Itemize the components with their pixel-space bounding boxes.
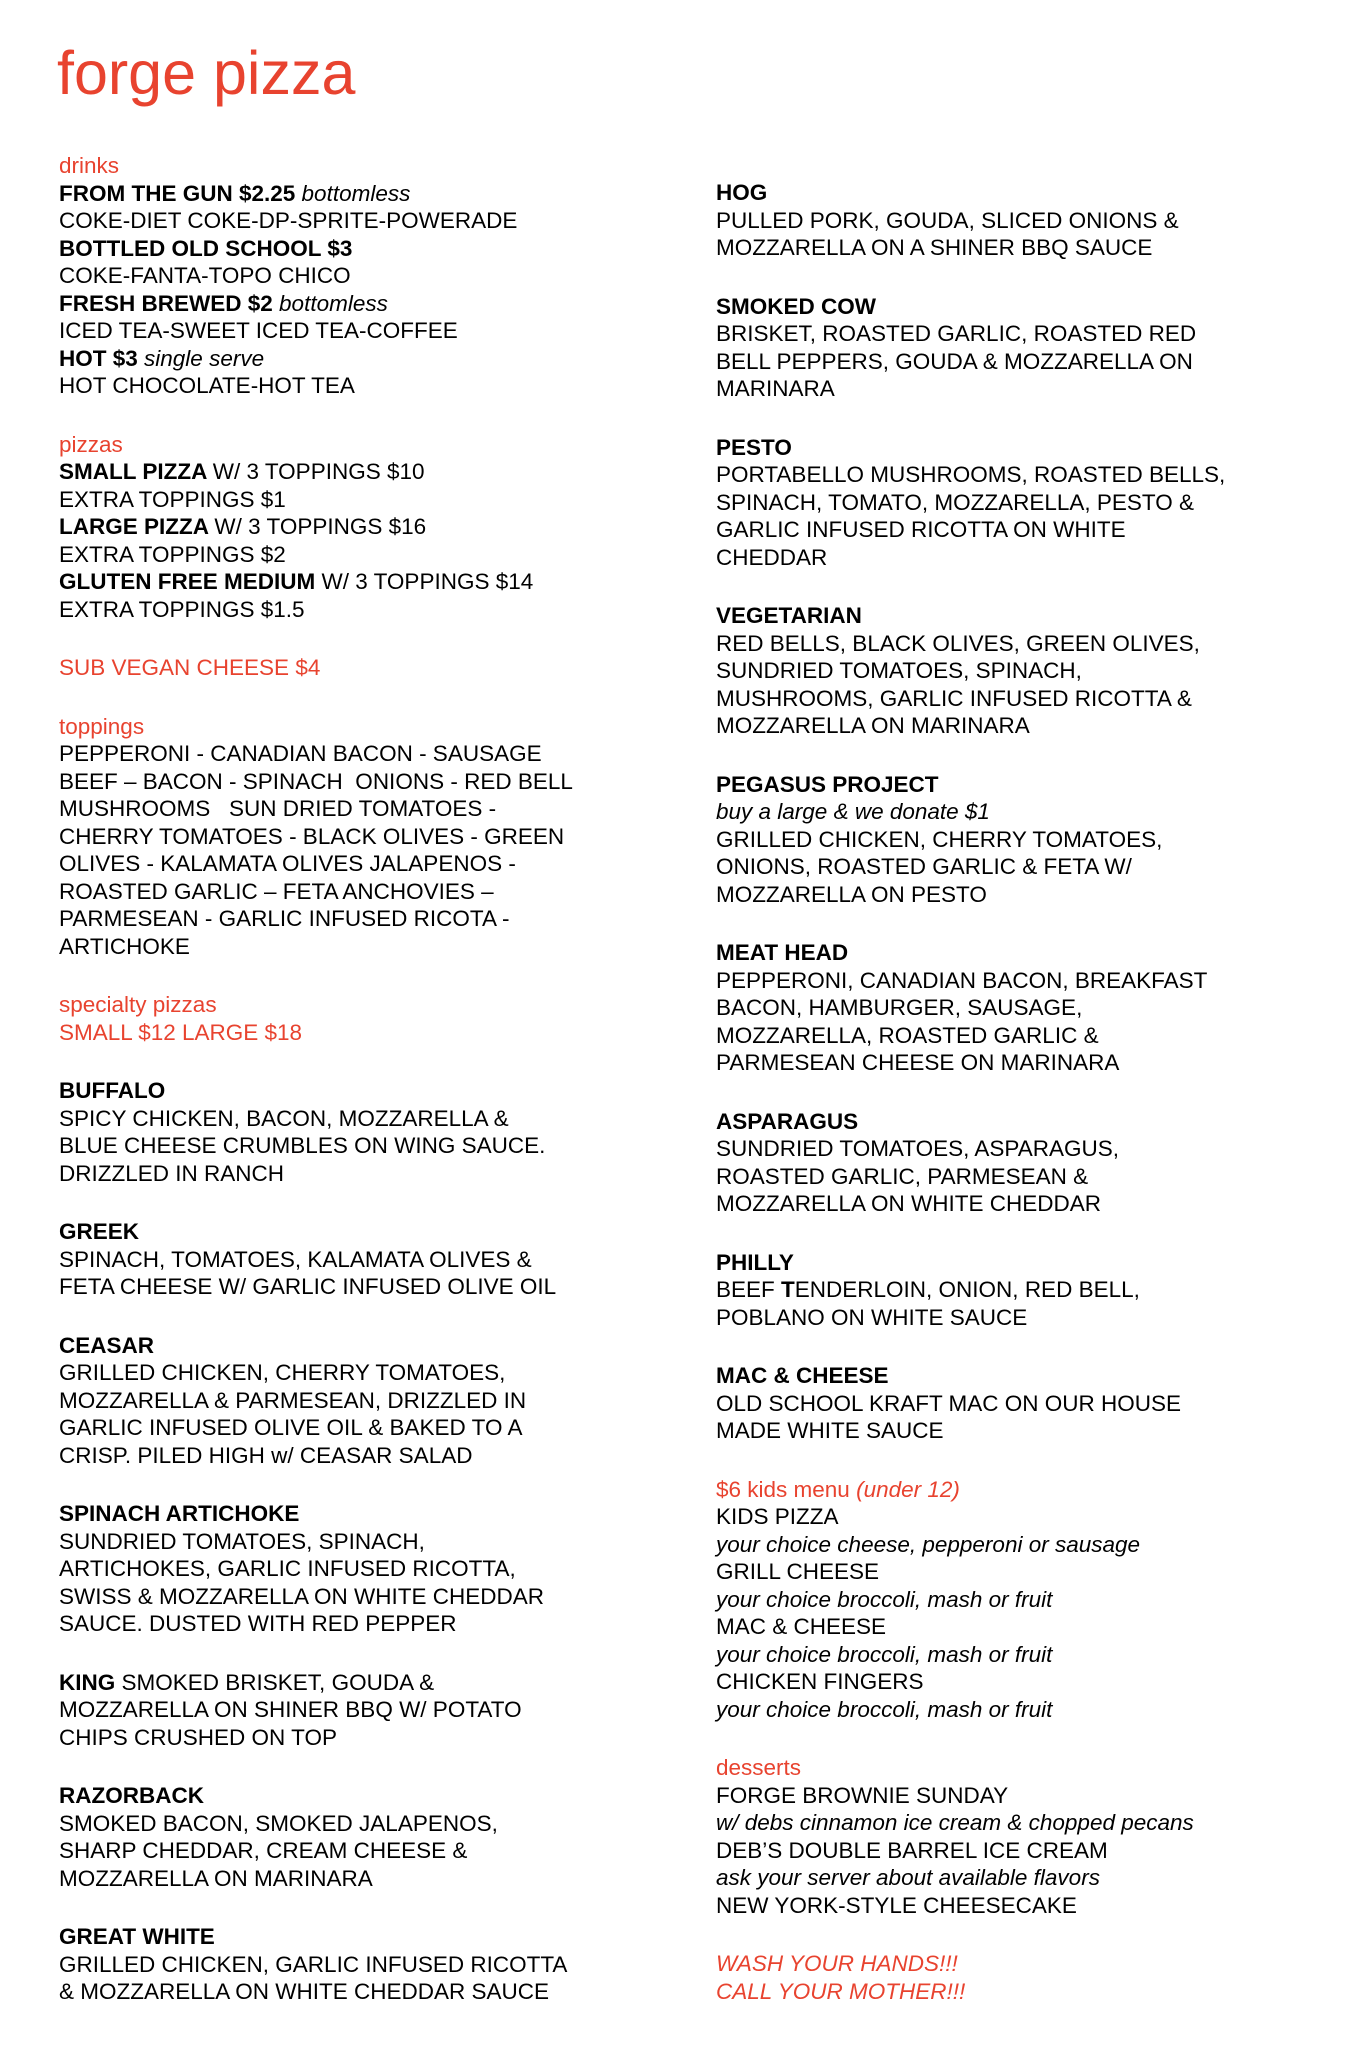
menu-line [716, 1837, 1326, 1865]
text-segment: SUNDRIED TOMATOES, SPINACH, [59, 1528, 425, 1554]
text-segment: PARMESEAN - GARLIC INFUSED RICOTA - [59, 906, 510, 931]
text-segment: CHICKEN FINGERS [716, 1669, 924, 1694]
text-segment: bottomless [279, 290, 388, 316]
text-segment: PHILLY [716, 1249, 794, 1275]
menu-line [716, 1476, 1326, 1504]
text-segment: MEAT HEAD [716, 940, 849, 965]
text-segment: GARLIC INFUSED RICOTTA ON WHITE [716, 517, 1126, 542]
menu-line [716, 1249, 1326, 1277]
menu-section-hog [716, 179, 1326, 262]
menu-line [59, 1160, 689, 1188]
menu-line [716, 1022, 1326, 1050]
text-segment: MAC & CHEESE [716, 1614, 887, 1639]
menu-line [716, 1586, 1326, 1614]
text-segment: desserts [716, 1755, 802, 1780]
menu-section-razorback [59, 1782, 689, 1892]
text-segment: FETA CHEESE W/ GARLIC INFUSED OLIVE OIL [59, 1274, 557, 1299]
menu-line [716, 1390, 1326, 1418]
menu-line [59, 713, 689, 741]
text-segment: specialty pizzas [59, 992, 217, 1017]
text-segment: bottomless [301, 180, 411, 206]
menu-line [716, 1362, 1326, 1390]
text-segment: EXTRA TOPPINGS $2 [59, 541, 286, 567]
menu-line [716, 1809, 1326, 1837]
text-segment: MAC & CHEESE [716, 1363, 889, 1388]
menu-line [59, 878, 689, 906]
menu-section-buffalo [59, 1077, 689, 1187]
menu-line [59, 1555, 689, 1583]
menu-line [716, 516, 1326, 544]
text-segment: PARMESEAN CHEESE ON MARINARA [716, 1050, 1120, 1075]
text-segment: GARLIC INFUSED OLIVE OIL & BAKED TO A [59, 1415, 523, 1440]
text-segment: SPICY CHICKEN, BACON, MOZZARELLA & [59, 1105, 509, 1131]
text-segment: BLUE CHEESE CRUMBLES ON WING SAUCE. [59, 1133, 546, 1158]
text-segment: CHEDDAR [716, 544, 828, 570]
menu-line [59, 1359, 689, 1387]
menu-line [59, 1923, 689, 1951]
menu-line [59, 152, 689, 180]
menu-line [59, 1610, 689, 1638]
menu-line [59, 1105, 689, 1133]
menu-line [59, 372, 689, 400]
menu-line [716, 771, 1326, 799]
text-segment: SMOKED COW [716, 293, 876, 319]
menu-line [716, 1641, 1326, 1669]
menu-line [716, 1108, 1326, 1136]
text-segment: BEEF – BACON - SPINACH ONIONS - RED BELL [59, 768, 573, 794]
menu-section-pegasus-project [716, 771, 1326, 909]
text-segment: single serve [144, 345, 265, 371]
text-segment: PORTABELLO MUSHROOMS, ROASTED BELLS, [716, 462, 1226, 487]
menu-section-drinks [59, 152, 689, 400]
text-segment: BACON, HAMBURGER, SAUSAGE, [716, 995, 1083, 1020]
menu-line [716, 685, 1326, 713]
menu-line [716, 1135, 1326, 1163]
menu-section-mac-and-cheese [716, 1362, 1326, 1445]
menu-line [59, 1865, 689, 1893]
menu-line [716, 826, 1326, 854]
menu-line [716, 1613, 1326, 1641]
text-segment: GLUTEN FREE MEDIUM [59, 569, 322, 594]
text-segment: DRIZZLED IN RANCH [59, 1160, 285, 1186]
menu-line [59, 1387, 689, 1415]
menu-line [59, 654, 689, 682]
text-segment: PEGASUS PROJECT [716, 771, 939, 797]
text-segment: W/ 3 TOPPINGS $10 [212, 459, 425, 484]
menu-section-footer-note [716, 1950, 1326, 2005]
menu-line [716, 461, 1326, 489]
text-segment: POBLANO ON WHITE SAUCE [716, 1304, 1028, 1330]
text-segment: $6 kids menu [716, 1476, 857, 1502]
menu-line [716, 293, 1326, 321]
menu-line [716, 489, 1326, 517]
text-segment: MOZZARELLA, ROASTED GARLIC & [716, 1022, 1099, 1048]
menu-line [59, 1951, 689, 1979]
text-segment: buy a large & we donate $1 [716, 799, 990, 824]
text-segment: PULLED PORK, GOUDA, SLICED ONIONS & [716, 207, 1179, 233]
text-segment: BEEF [716, 1277, 782, 1302]
text-segment: BOTTLED OLD SCHOOL $3 [59, 235, 353, 261]
menu-line [59, 1696, 689, 1724]
text-segment: PEPPERONI, CANADIAN BACON, BREAKFAST [716, 967, 1208, 993]
text-segment: ROASTED GARLIC – FETA ANCHOVIES – [59, 878, 494, 904]
menu-line [59, 1273, 689, 1301]
text-segment: MOZZARELLA ON PESTO [716, 881, 987, 907]
text-segment: PESTO [716, 434, 792, 460]
menu-line [59, 1583, 689, 1611]
text-segment: FROM THE GUN $2.25 [59, 180, 302, 206]
menu-section-desserts [716, 1754, 1326, 1919]
text-segment: W/ 3 TOPPINGS $16 [214, 514, 427, 539]
menu-line [716, 712, 1326, 740]
menu-line [59, 1782, 689, 1810]
menu-line [716, 1417, 1326, 1445]
text-segment: DEB’S DOUBLE BARREL ICE CREAM [716, 1837, 1108, 1863]
text-segment: ARTICHOKES, GARLIC INFUSED RICOTTA, [59, 1556, 516, 1581]
text-segment: COKE-FANTA-TOPO CHICO [59, 263, 351, 288]
text-segment: CEASAR [59, 1332, 155, 1358]
menu-line [59, 235, 689, 263]
text-segment: SPINACH, TOMATO, MOZZARELLA, PESTO & [716, 489, 1195, 515]
text-segment: SUNDRIED TOMATOES, ASPARAGUS, [716, 1136, 1120, 1161]
text-segment: (under 12) [856, 1476, 960, 1502]
menu-section-great-white [59, 1923, 689, 2006]
menu-line [59, 513, 689, 541]
menu-line [716, 630, 1326, 658]
text-segment: HOT CHOCOLATE-HOT TEA [59, 373, 355, 398]
text-segment: ASPARAGUS [716, 1108, 859, 1134]
text-segment: BELL PEPPERS, GOUDA & MOZZARELLA ON [716, 348, 1193, 374]
text-segment: SMALL PIZZA [59, 459, 213, 484]
text-segment: MOZZARELLA ON MARINARA [716, 713, 1030, 738]
text-segment: your choice broccoli, mash or fruit [716, 1696, 1053, 1722]
menu-line [59, 1810, 689, 1838]
text-segment: & MOZZARELLA ON WHITE CHEDDAR SAUCE [59, 1979, 550, 2004]
menu-line [716, 375, 1326, 403]
text-segment: NEW YORK-STYLE CHEESECAKE [716, 1892, 1077, 1918]
menu-line [59, 345, 689, 373]
menu-line [59, 1077, 689, 1105]
text-segment: SMALL $12 LARGE $18 [59, 1019, 303, 1045]
text-segment: CHIPS CRUSHED ON TOP [59, 1724, 337, 1750]
menu-line [59, 568, 689, 596]
menu-line [59, 1528, 689, 1556]
menu-section-ceasar [59, 1332, 689, 1470]
menu-line [716, 1558, 1326, 1586]
menu-left-column [59, 152, 689, 2006]
text-segment: your choice cheese, pepperoni or sausage [716, 1531, 1141, 1557]
menu-line [59, 1414, 689, 1442]
text-segment: CRISP. PILED HIGH w/ CEASAR SALAD [59, 1442, 473, 1468]
menu-line [59, 1246, 689, 1274]
menu-section-pizzas [59, 431, 689, 624]
text-segment: MUSHROOMS, GARLIC INFUSED RICOTTA & [716, 685, 1192, 711]
text-segment: SMOKED BACON, SMOKED JALAPENOS, [59, 1810, 498, 1836]
text-segment: drinks [59, 153, 120, 178]
menu-line [59, 262, 689, 290]
text-segment: SPINACH, TOMATOES, KALAMATA OLIVES & [59, 1246, 532, 1272]
menu-line [59, 290, 689, 318]
menu-line [59, 823, 689, 851]
menu-line [59, 795, 689, 823]
text-segment: SMOKED BRISKET, GOUDA & [121, 1669, 435, 1695]
text-segment: MOZZARELLA ON SHINER BBQ W/ POTATO [59, 1697, 522, 1722]
text-segment: ICED TEA-SWEET ICED TEA-COFFEE [59, 318, 458, 343]
menu-line [716, 1668, 1326, 1696]
text-segment: MARINARA [716, 376, 835, 401]
menu-line [716, 602, 1326, 630]
menu-line [59, 740, 689, 768]
menu-line [59, 486, 689, 514]
menu-line [716, 853, 1326, 881]
menu-line [59, 1669, 689, 1697]
text-segment: toppings [59, 713, 145, 739]
menu-line [716, 1190, 1326, 1218]
menu-line [59, 1837, 689, 1865]
text-segment: pizzas [59, 431, 123, 457]
text-segment: ONIONS, ROASTED GARLIC & FETA W/ [716, 854, 1132, 879]
text-segment: VEGETARIAN [716, 603, 862, 628]
menu-line [716, 179, 1326, 207]
menu-line [59, 905, 689, 933]
text-segment: GRILL CHEESE [716, 1559, 879, 1584]
menu-line [716, 234, 1326, 262]
menu-line [59, 1978, 689, 2006]
menu-section-smoked-cow [716, 293, 1326, 403]
text-segment: ENDERLOIN, ONION, RED BELL, [794, 1277, 1140, 1302]
menu-line [716, 1782, 1326, 1810]
menu-line [716, 1163, 1326, 1191]
text-segment: PEPPERONI - CANADIAN BACON - SAUSAGE [59, 741, 542, 766]
menu-section-kids-menu [716, 1476, 1326, 1724]
menu-section-pesto [716, 434, 1326, 572]
text-segment: MOZZARELLA & PARMESEAN, DRIZZLED IN [59, 1387, 527, 1413]
menu-line [59, 1019, 689, 1047]
text-segment: GREEK [59, 1219, 140, 1244]
text-segment: FORGE BROWNIE SUNDAY [716, 1782, 1009, 1808]
text-segment: MUSHROOMS SUN DRIED TOMATOES - [59, 796, 497, 821]
menu-section-philly [716, 1249, 1326, 1332]
text-segment: ROASTED GARLIC, PARMESEAN & [716, 1163, 1089, 1189]
menu-line [59, 596, 689, 624]
menu-line [59, 1442, 689, 1470]
menu-line [716, 320, 1326, 348]
menu-line [716, 657, 1326, 685]
menu-section-specialty-pizzas-header [59, 991, 689, 1046]
menu-line [716, 1531, 1326, 1559]
menu-line [59, 768, 689, 796]
text-segment: w/ debs cinnamon ice cream & chopped pecans [716, 1810, 1194, 1835]
menu-section-meat-head [716, 939, 1326, 1077]
menu-line [716, 348, 1326, 376]
text-segment: GRILLED CHICKEN, GARLIC INFUSED RICOTTA [59, 1951, 568, 1977]
menu-line [716, 994, 1326, 1022]
menu-line [59, 1218, 689, 1246]
menu-line [716, 1978, 1326, 2006]
menu-line [59, 317, 689, 345]
text-segment: GRILLED CHICKEN, CHERRY TOMATOES, [59, 1360, 506, 1385]
menu-section-asparagus [716, 1108, 1326, 1218]
text-segment: ARTICHOKE [59, 933, 190, 959]
text-segment: SHARP CHEDDAR, CREAM CHEESE & [59, 1838, 468, 1863]
text-segment: MOZZARELLA ON MARINARA [59, 1865, 373, 1891]
text-segment: MADE WHITE SAUCE [716, 1418, 944, 1443]
text-segment: OLIVES - KALAMATA OLIVES JALAPENOS - [59, 851, 516, 876]
text-segment: CHERRY TOMATOES - BLACK OLIVES - GREEN [59, 823, 565, 849]
text-segment: WASH YOUR HANDS!!! [716, 1951, 958, 1976]
menu-line [716, 1950, 1326, 1978]
menu-line [59, 850, 689, 878]
menu-line [716, 434, 1326, 462]
menu-line [716, 1696, 1326, 1724]
text-segment: RAZORBACK [59, 1783, 204, 1808]
menu-line [59, 991, 689, 1019]
text-segment: SAUCE. DUSTED WITH RED PEPPER [59, 1611, 457, 1636]
text-segment: HOG [716, 180, 768, 205]
menu-section-sub-vegan-cheese [59, 654, 689, 682]
menu-line [59, 1132, 689, 1160]
text-segment: T [781, 1277, 795, 1302]
menu-line [59, 180, 689, 208]
text-segment: MOZZARELLA ON WHITE CHEDDAR [716, 1191, 1102, 1216]
text-segment: EXTRA TOPPINGS $1 [59, 486, 286, 512]
text-segment: SWISS & MOZZARELLA ON WHITE CHEDDAR [59, 1583, 545, 1609]
text-segment: SUB VEGAN CHEESE $4 [59, 655, 321, 680]
menu-section-spinach-artichoke [59, 1500, 689, 1638]
menu-line [716, 967, 1326, 995]
menu-section-king [59, 1669, 689, 1752]
text-segment: your choice broccoli, mash or fruit [716, 1641, 1053, 1667]
text-segment: EXTRA TOPPINGS $1.5 [59, 596, 305, 622]
menu-line [716, 1754, 1326, 1782]
menu-line [716, 1276, 1326, 1304]
menu-line [59, 933, 689, 961]
menu-line [59, 541, 689, 569]
text-segment: BUFFALO [59, 1078, 166, 1103]
menu-line [716, 1864, 1326, 1892]
text-segment: your choice broccoli, mash or fruit [716, 1586, 1053, 1612]
text-segment: SUNDRIED TOMATOES, SPINACH, [716, 658, 1082, 683]
menu-line [59, 1724, 689, 1752]
text-segment: CALL YOUR MOTHER!!! [716, 1978, 966, 2004]
text-segment: RED BELLS, BLACK OLIVES, GREEN OLIVES, [716, 630, 1200, 656]
text-segment: GREAT WHITE [59, 1924, 215, 1949]
menu-line [716, 1304, 1326, 1332]
menu-section-vegetarian [716, 602, 1326, 740]
text-segment: KIDS PIZZA [716, 1504, 839, 1529]
menu-line [59, 431, 689, 459]
text-segment: SPINACH ARTICHOKE [59, 1501, 300, 1526]
menu-line [716, 207, 1326, 235]
menu-line [716, 1049, 1326, 1077]
menu-line [59, 1500, 689, 1528]
menu-section-toppings [59, 713, 689, 961]
menu-section-greek [59, 1218, 689, 1301]
menu-line [716, 939, 1326, 967]
text-segment: MOZZARELLA ON A SHINER BBQ SAUCE [716, 235, 1153, 260]
menu-right-column [716, 179, 1326, 2005]
menu-line [716, 1503, 1326, 1531]
menu-line [716, 881, 1326, 909]
text-segment: ask your server about available flavors [716, 1865, 1100, 1890]
menu-line [716, 544, 1326, 572]
text-segment: LARGE PIZZA [59, 514, 215, 539]
text-segment: COKE-DIET COKE-DP-SPRITE-POWERADE [59, 208, 518, 233]
text-segment: OLD SCHOOL KRAFT MAC ON OUR HOUSE [716, 1390, 1182, 1416]
text-segment: W/ 3 TOPPINGS $14 [321, 569, 534, 594]
text-segment: HOT $3 [59, 345, 145, 371]
menu-line [59, 207, 689, 235]
restaurant-name: forge pizza [57, 39, 356, 107]
text-segment: FRESH BREWED $2 [59, 290, 280, 316]
menu-line [716, 1892, 1326, 1920]
text-segment: KING [59, 1669, 122, 1695]
menu-line [59, 1332, 689, 1360]
text-segment: BRISKET, ROASTED GARLIC, ROASTED RED [716, 321, 1197, 346]
menu-line [716, 798, 1326, 826]
menu-line [59, 458, 689, 486]
text-segment: GRILLED CHICKEN, CHERRY TOMATOES, [716, 826, 1163, 852]
